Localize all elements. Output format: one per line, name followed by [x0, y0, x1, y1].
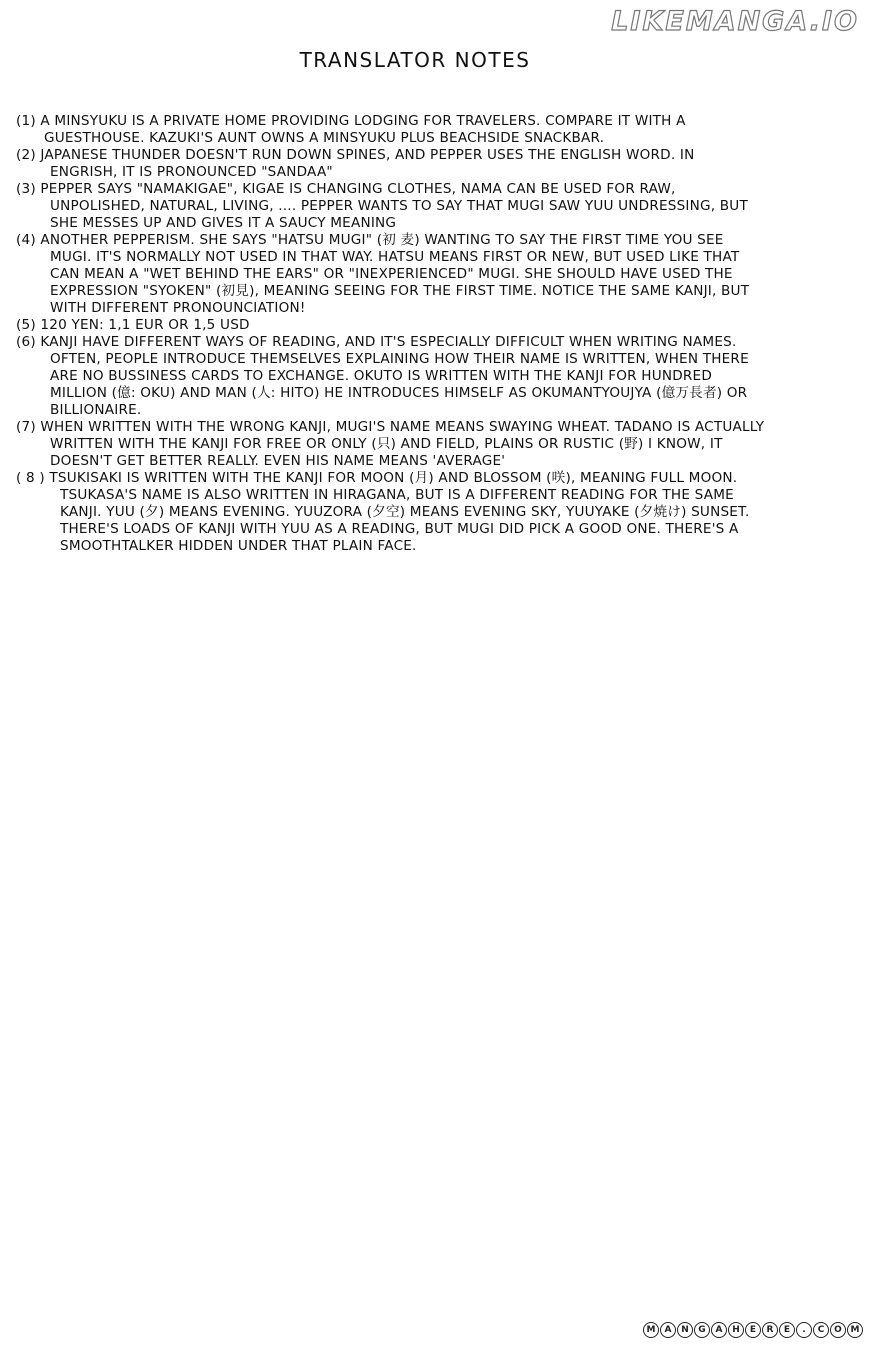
badge-letter: A — [711, 1322, 727, 1338]
note-line: ( 8 ) TSUKISAKI IS WRITTEN WITH THE KANJI FOR MOON (月) AND BLOSSOM (咲), MEANING FULL MOON. — [16, 470, 738, 486]
note-item — [16, 232, 851, 317]
badge-letter: N — [677, 1322, 693, 1338]
page-title: TRANSLATOR NOTES — [299, 48, 531, 72]
translator-notes — [16, 113, 851, 555]
note-line: THERE'S LOADS OF KANJI WITH YUU AS A READING, BUT MUGI DID PICK A GOOD ONE. THERE'S A — [60, 521, 739, 537]
note-item — [16, 419, 851, 470]
note-line: OFTEN, PEOPLE INTRODUCE THEMSELVES EXPLAINING HOW THEIR NAME IS WRITTEN, WHEN THERE — [50, 351, 749, 367]
note-item — [16, 181, 851, 232]
badge-letter: R — [762, 1322, 778, 1338]
note-item — [16, 334, 851, 419]
note-line: ARE NO BUSSINESS CARDS TO EXCHANGE. OKUTO IS WRITTEN WITH THE KANJI FOR HUNDRED — [50, 368, 712, 384]
badge-letter: . — [796, 1322, 812, 1338]
note-line: MILLION (億: OKU) AND MAN (人: HITO) HE INTRODUCES HIMSELF AS OKUMANTYOUJYA (億万長者) OR — [50, 385, 748, 401]
note-line: MUGI. IT'S NORMALLY NOT USED IN THAT WAY. HATSU MEANS FIRST OR NEW, BUT USED LIKE THAT — [50, 249, 740, 265]
note-line: (4) ANOTHER PEPPERISM. SHE SAYS "HATSU MUGI" (初 麦) WANTING TO SAY THE FIRST TIME YOU SEE — [16, 232, 724, 248]
footer-watermark-badge — [643, 1322, 863, 1338]
watermark-logo: LIKEMANGA.IO — [611, 6, 859, 37]
note-line: (1) A MINSYUKU IS A PRIVATE HOME PROVIDING LODGING FOR TRAVELERS. COMPARE IT WITH A — [16, 113, 686, 129]
note-line: DOESN'T GET BETTER REALLY. EVEN HIS NAME MEANS 'AVERAGE' — [50, 453, 506, 469]
note-line: ENGRISH, IT IS PRONOUNCED "SANDAA" — [50, 164, 333, 180]
note-line: CAN MEAN A "WET BEHIND THE EARS" OR "INEXPERIENCED" MUGI. SHE SHOULD HAVE USED THE — [50, 266, 733, 282]
badge-letter: A — [660, 1322, 676, 1338]
note-line: SHE MESSES UP AND GIVES IT A SAUCY MEANING — [50, 215, 397, 231]
note-line: WRITTEN WITH THE KANJI FOR FREE OR ONLY (只) AND FIELD, PLAINS OR RUSTIC (野) I KNOW, IT — [50, 436, 723, 452]
note-line: TSUKASA'S NAME IS ALSO WRITTEN IN HIRAGANA, BUT IS A DIFFERENT READING FOR THE SAME — [60, 487, 734, 503]
badge-letter: C — [813, 1322, 829, 1338]
badge-letter: E — [779, 1322, 795, 1338]
badge-letter: M — [847, 1322, 863, 1338]
badge-letter: H — [728, 1322, 744, 1338]
note-line: KANJI. YUU (夕) MEANS EVENING. YUUZORA (夕空) MEANS EVENING SKY, YUUYAKE (夕焼け) SUNSET. — [60, 504, 750, 520]
note-line: EXPRESSION "SYOKEN" (初見), MEANING SEEING FOR THE FIRST TIME. NOTICE THE SAME KANJI, BUT — [50, 283, 750, 299]
note-line: (6) KANJI HAVE DIFFERENT WAYS OF READING, AND IT'S ESPECIALLY DIFFICULT WHEN WRITING NAMES. — [16, 334, 737, 350]
note-line: SMOOTHTALKER HIDDEN UNDER THAT PLAIN FACE. — [60, 538, 417, 554]
note-line: (5) 120 YEN: 1,1 EUR OR 1,5 USD — [16, 317, 250, 333]
note-line: GUESTHOUSE. KAZUKI'S AUNT OWNS A MINSYUKU PLUS BEACHSIDE SNACKBAR. — [44, 130, 605, 146]
badge-letter: M — [643, 1322, 659, 1338]
note-item — [16, 470, 851, 555]
badge-letter: O — [830, 1322, 846, 1338]
note-item — [16, 147, 851, 181]
note-line: BILLIONAIRE. — [50, 402, 142, 418]
badge-letter: G — [694, 1322, 710, 1338]
note-line: UNPOLISHED, NATURAL, LIVING, .... PEPPER WANTS TO SAY THAT MUGI SAW YUU UNDRESSING, BUT — [50, 198, 748, 214]
badge-letter: E — [745, 1322, 761, 1338]
note-line: (2) JAPANESE THUNDER DOESN'T RUN DOWN SPINES, AND PEPPER USES THE ENGLISH WORD. IN — [16, 147, 695, 163]
note-line: (3) PEPPER SAYS "NAMAKIGAE", KIGAE IS CHANGING CLOTHES, NAMA CAN BE USED FOR RAW, — [16, 181, 676, 197]
note-item — [16, 113, 851, 147]
note-line: (7) WHEN WRITTEN WITH THE WRONG KANJI, MUGI'S NAME MEANS SWAYING WHEAT. TADANO IS ACTUALLY — [16, 419, 765, 435]
note-item — [16, 317, 851, 334]
note-line: WITH DIFFERENT PRONOUNCIATION! — [50, 300, 306, 316]
